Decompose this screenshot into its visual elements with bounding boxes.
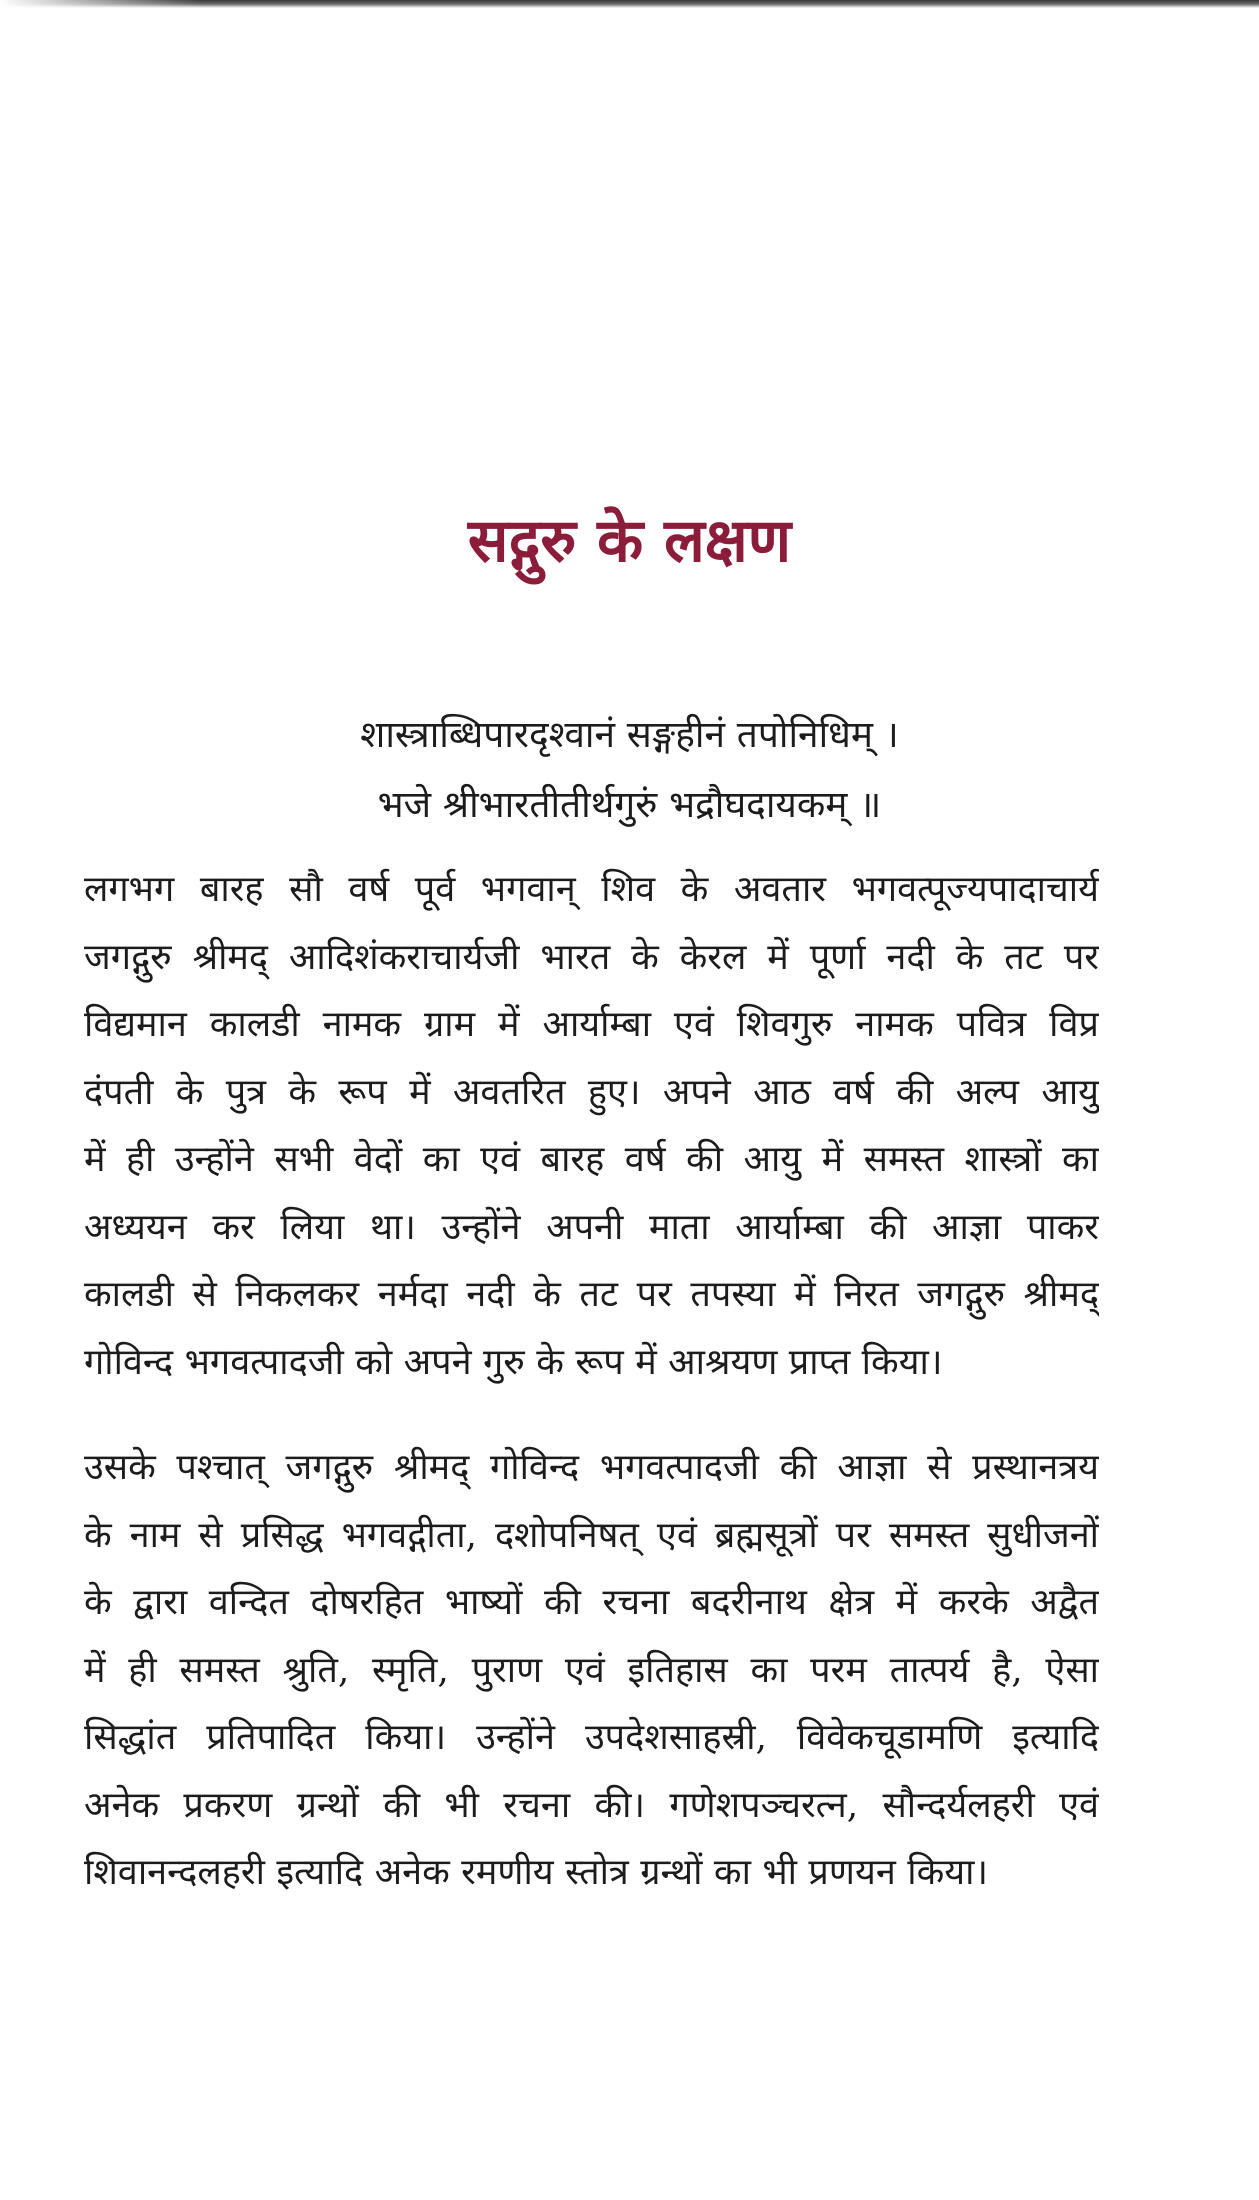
paragraph-line: शिवानन्दलहरी इत्यादि अनेक रमणीय स्तोत्र ग्रन्थों का भी प्रणयन किया। [84,1852,989,1893]
paragraph-line: अध्ययन कर लिया था। उन्होंने अपनी माता आर्याम्बा की आज्ञा पाकर [84,1206,1099,1248]
paragraph-1 [84,856,1099,1396]
paragraph-line: के नाम से प्रसिद्ध भगवद्गीता, दशोपनिषत् एवं ब्रह्मसूत्रों पर समस्त सुधीजनों [84,1514,1099,1556]
chapter-title: सद्गुरु के लक्षण [467,506,792,576]
verse-line: भजे श्रीभारतीतीर्थगुरुं भद्रौघदायकम् ॥ [377,783,882,826]
paragraph-line: विद्यमान कालडी नामक ग्राम में आर्याम्बा एवं शिवगुरु नामक पवित्र विप्र [84,1004,1099,1045]
paragraph-line: दंपती के पुत्र के रूप में अवतरित हुए। अपने आठ वर्ष की अल्प आयु [84,1071,1099,1113]
paragraph-2 [84,1434,1099,1907]
paragraph-line: उसके पश्चात् जगद्गुरु श्रीमद् गोविन्द भगवत्पादजी की आज्ञा से प्रस्थानत्रय [84,1447,1099,1488]
paragraph-line: जगद्गुरु श्रीमद् आदिशंकराचार्यजी भारत के केरल में पूर्णा नदी के तट पर [84,936,1099,978]
paragraph-line: में ही उन्होंने सभी वेदों का एवं बारह वर्ष की आयु में समस्त शास्त्रों का [84,1139,1099,1180]
verse-line: शास्त्राब्धिपारदृश्वानं सङ्गहीनं तपोनिधिम् । [360,713,899,756]
paragraph-line: कालडी से निकलकर नर्मदा नदी के तट पर तपस्या में निरत जगद्गुरु श्रीमद् [84,1274,1099,1315]
paragraph-line: के द्वारा वन्दित दोषरहित भाष्यों की रचना बदरीनाथ क्षेत्र में करके अद्वैत [84,1582,1099,1623]
paragraph-line: में ही समस्त श्रुति, स्मृति, पुराण एवं इतिहास का परम तात्पर्य है, ऐसा [84,1649,1099,1691]
paragraph-line: गोविन्द भगवत्पादजी को अपने गुरु के रूप में आश्रयण प्राप्त किया। [84,1341,943,1383]
paragraph-line: अनेक प्रकरण ग्रन्थों की भी रचना की। गणेशपञ्चरत्न, सौन्दर्यलहरी एवं [84,1784,1099,1826]
paragraph-line: सिद्धांत प्रतिपादित किया। उन्होंने उपदेशसाहस्री, विवेकचूडामणि इत्यादि [84,1717,1099,1758]
paragraph-line: लगभग बारह सौ वर्ष पूर्व भगवान् शिव के अवतार भगवत्पूज्यपादाचार्य [84,869,1099,910]
sanskrit-verse [0,700,1259,840]
